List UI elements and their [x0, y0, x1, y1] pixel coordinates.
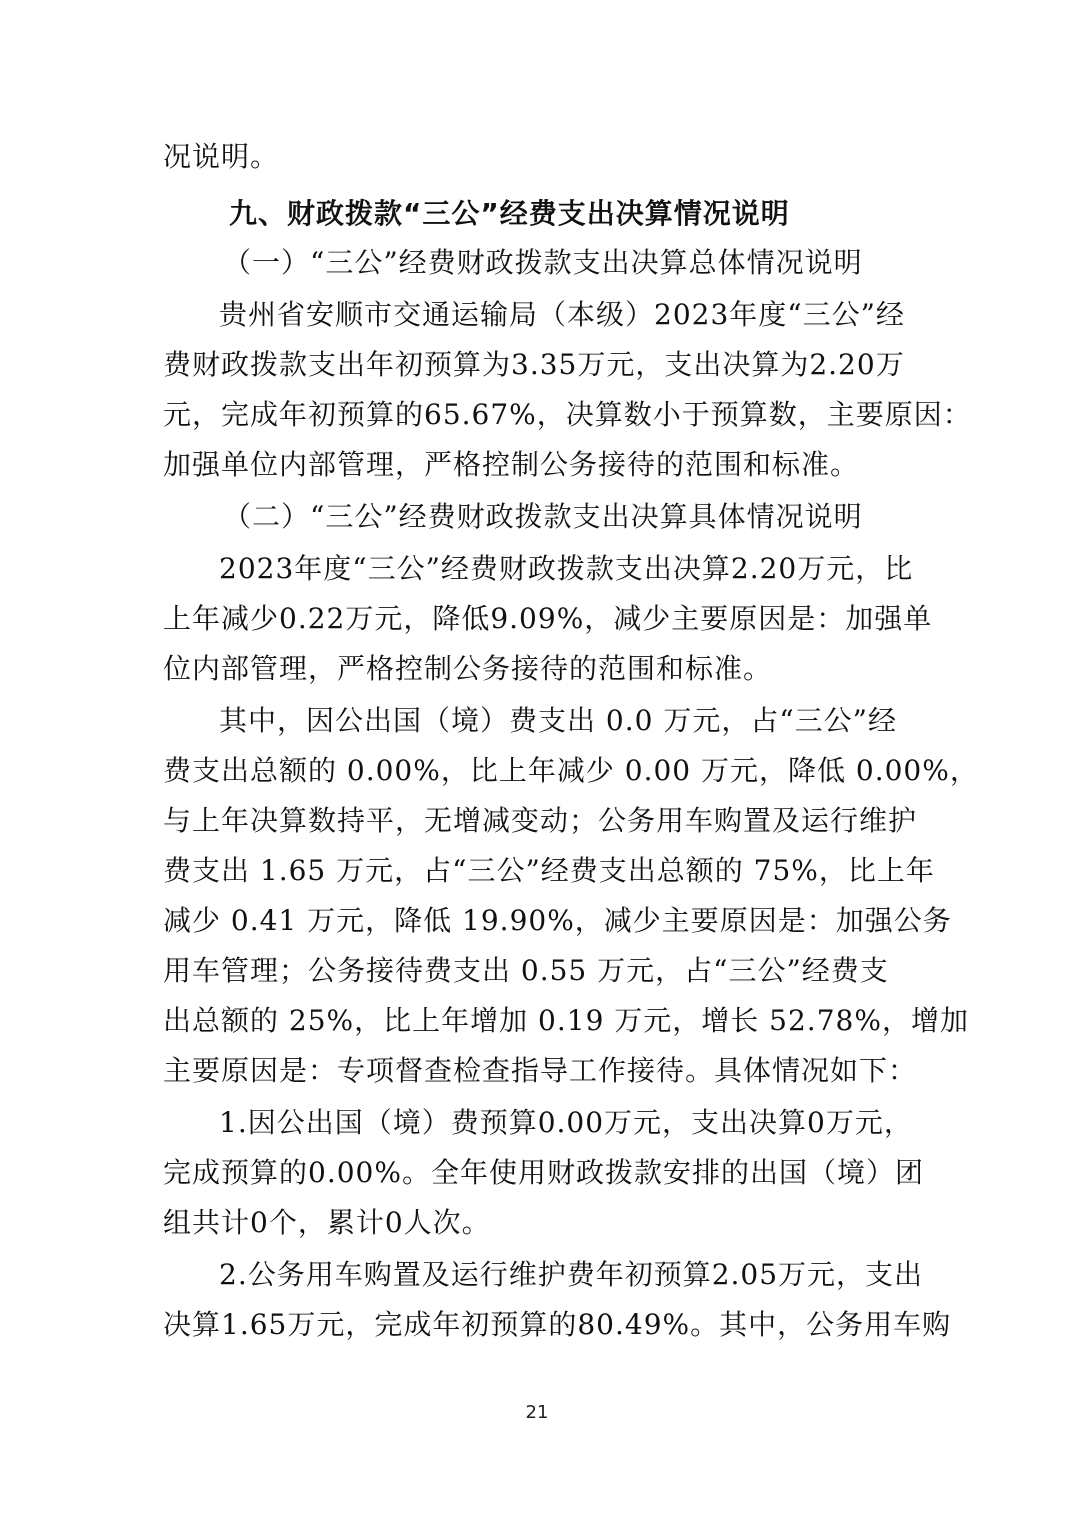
section-heading: 九、财政拨款“三公”经费支出决算情况说明: [229, 197, 790, 230]
text-line: 费支出 1.65 万元，占“三公”经费支出总额的 75%，比上年: [163, 854, 935, 887]
text-line: 费支出总额的 0.00%，比上年减少 0.00 万元，降低 0.00%，: [163, 754, 979, 787]
text-line: 减少 0.41 万元，降低 19.90%，减少主要原因是：加强公务: [163, 904, 952, 937]
subsection-heading: （二）“三公”经费财政拨款支出决算具体情况说明: [223, 500, 863, 533]
subsection-heading: （一）“三公”经费财政拨款支出决算总体情况说明: [223, 246, 863, 279]
page-number: 21: [525, 1402, 549, 1423]
text-line: 贵州省安顺市交通运输局（本级）2023年度“三公”经: [219, 298, 905, 331]
text-line: 上年减少0.22万元，降低9.09%，减少主要原因是：加强单: [163, 602, 933, 635]
text-line: 出总额的 25%，比上年增加 0.19 万元，增长 52.78%，增加: [163, 1004, 969, 1037]
text-line: 组共计0个，累计0人次。: [163, 1206, 491, 1239]
text-line: 1.因公出国（境）费预算0.00万元，支出决算0万元，: [219, 1106, 913, 1139]
text-line: 元，完成年初预算的65.67%，决算数小于预算数，主要原因：: [163, 398, 972, 431]
text-line: 用车管理；公务接待费支出 0.55 万元，占“三公”经费支: [163, 954, 889, 987]
text-line: 决算1.65万元，完成年初预算的80.49%。其中，公务用车购: [163, 1308, 952, 1341]
text-line: 况说明。: [163, 140, 280, 173]
text-line: 2023年度“三公”经费财政拨款支出决算2.20万元，比: [219, 552, 914, 585]
text-line: 费财政拨款支出年初预算为3.35万元，支出决算为2.20万: [163, 348, 905, 381]
text-line: 其中，因公出国（境）费支出 0.0 万元，占“三公”经: [219, 704, 897, 737]
text-line: 主要原因是：专项督查检查指导工作接待。具体情况如下：: [163, 1054, 918, 1087]
text-line: 2.公务用车购置及运行维护费年初预算2.05万元，支出: [219, 1258, 924, 1291]
text-line: 与上年决算数持平，无增减变动；公务用车购置及运行维护: [163, 804, 918, 837]
text-line: 加强单位内部管理，严格控制公务接待的范围和标准。: [163, 448, 860, 481]
text-line: 位内部管理，严格控制公务接待的范围和标准。: [163, 652, 773, 685]
text-line: 完成预算的0.00%。全年使用财政拨款安排的出国（境）团: [163, 1156, 924, 1189]
